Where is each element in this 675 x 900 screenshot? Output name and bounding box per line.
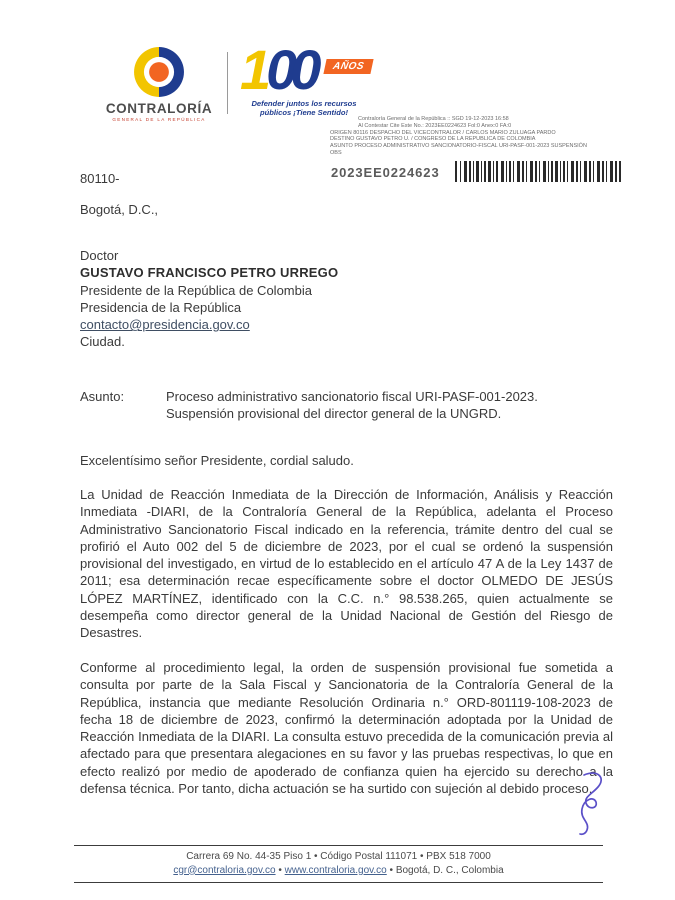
- paragraph-2: Conforme al procedimiento legal, la orden de suspensión provisional fue sometida a consulta por parte de la Sala Fiscal y Sancionatoria de la Contraloría General de la República, instancia que mediante Resolución Ordinaria n.° ORD-801119-108-2023 de fecha 18 de diciembre de 2023, confirmó la determinación adoptada por la Unidad de Reacción Inmediata de la DIARI. La consulta estuvo precedida de la comunicación previa al afectado para que presentara alegaciones en su favor y las pruebas respectivas, lo que en efecto realizó por medio de apoderado de confianza quien ha ejercido su derecho a la defensa técnica. Por tanto, dicha actuación se ha surtido con sujeción al debido proceso.: [80, 660, 613, 797]
- handwritten-mark: [574, 770, 620, 840]
- paragraph-1: La Unidad de Reacción Inmediata de la Dirección de Información, Análisis y Reacción Inmediata -DIARI, de la Contraloría General de la República, adelanta el Proceso Administrativo Sancionatorio Fiscal indicado en la referencia, trámite dentro del cual se profirió el Auto 002 del 5 de diciembre de 2023, por el cual se ordenó la suspensión provisional del investigado, en virtud de lo establecido en el artículo 47 A de la Ley 1437 de 2011; esa determinación recae específicamente sobre el doctor OLMEDO DE JESÚS LÓPEZ MARTÍNEZ, identificado con la C.C. n.° 98.538.265, quien actualmente se desempeña como director general de la Unidad Nacional de Gestión del Riesgo de Desastres.: [80, 487, 613, 641]
- contraloria-subtitle: GENERAL DE LA REPÚBLICA: [112, 117, 206, 122]
- sgd-stamp-line: ORIGEN 80116 DESPACHO DEL VICECONTRALOR / CARLOS MARIO ZULUAGA PARDO: [330, 129, 556, 136]
- footer-email-link[interactable]: cgr@contraloria.gov.co: [173, 864, 276, 876]
- barcode-icon: [455, 161, 621, 182]
- centenary-logo: [240, 38, 368, 117]
- sgd-stamp-line: Contraloría General de la República :: SGD 19-12-2023 16:58: [358, 116, 509, 122]
- city-date-line: Bogotá, D.C.,: [80, 202, 159, 217]
- subject-text: Proceso administrativo sancionatorio fiscal URI-PASF-001-2023. Suspensión provisional del director general de la UNGRD.: [166, 389, 538, 422]
- header-logo-block: [103, 38, 368, 122]
- contraloria-wordmark: CONTRALORÍA: [105, 101, 213, 116]
- sgd-stamp-line: ASUNTO PROCESO ADMINISTRATIVO SANCIONATORIO-FISCAL URI-PASF-001-2023 SUSPENSIÓN: [330, 143, 587, 150]
- sgd-stamp-line: DESTINO GUSTAVO PETRO U. / CONGRESO DE LA REPUBLICA DE COLOMBIA: [330, 136, 536, 143]
- recipient-name: GUSTAVO FRANCISCO PETRO URREGO: [80, 265, 339, 281]
- recipient-title: Presidente de la República de Colombia: [80, 282, 312, 298]
- footer-contact-line: [74, 864, 603, 878]
- radicado-number: 2023EE0224623: [331, 165, 440, 180]
- sgd-stamp: [330, 116, 662, 157]
- recipient-city: Ciudad.: [80, 334, 125, 350]
- footer-separator: •: [278, 864, 282, 876]
- greeting-line: Excelentísimo señor Presidente, cordial saludo.: [80, 453, 354, 468]
- recipient-org: Presidencia de la República: [80, 299, 242, 315]
- contraloria-emblem-icon: [133, 46, 185, 98]
- recipient-salutation: Doctor: [80, 248, 119, 263]
- footer-address-line: Carrera 69 No. 44-35 Piso 1 • Código Postal 111071 • PBX 518 7000: [186, 851, 491, 862]
- subject-label: Asunto:: [80, 389, 125, 404]
- recipient-email-link[interactable]: contacto@presidencia.gov.co: [80, 317, 250, 333]
- centenary-tagline-line1: Defender juntos los recursos: [251, 99, 357, 108]
- sgd-stamp-line: OBS: [330, 149, 342, 156]
- sgd-stamp-line: Al Contestar Cite Este No.: 2023EE0224623 Fol:0 Anex:0 FA:0: [358, 122, 512, 129]
- subject-row: [80, 388, 600, 423]
- contraloria-logo: [103, 44, 215, 122]
- office-code: 80110-: [80, 171, 120, 186]
- recipient-block: [80, 247, 338, 351]
- centenary-tagline: [240, 99, 368, 117]
- footer: [74, 845, 603, 883]
- logo-divider: [227, 52, 228, 114]
- footer-website-link[interactable]: www.contraloria.gov.co: [284, 864, 387, 876]
- centenary-tagline-line2: públicos ¡Tiene Sentido!: [259, 108, 349, 117]
- centenary-digit-1: 1: [240, 38, 272, 101]
- centenary-digits-00: 00: [266, 38, 315, 101]
- anos-badge: AÑOS: [323, 59, 373, 74]
- footer-city: Bogotá, D. C., Colombia: [395, 864, 504, 876]
- centenary-digits: [240, 38, 368, 101]
- footer-separator: •: [389, 864, 394, 876]
